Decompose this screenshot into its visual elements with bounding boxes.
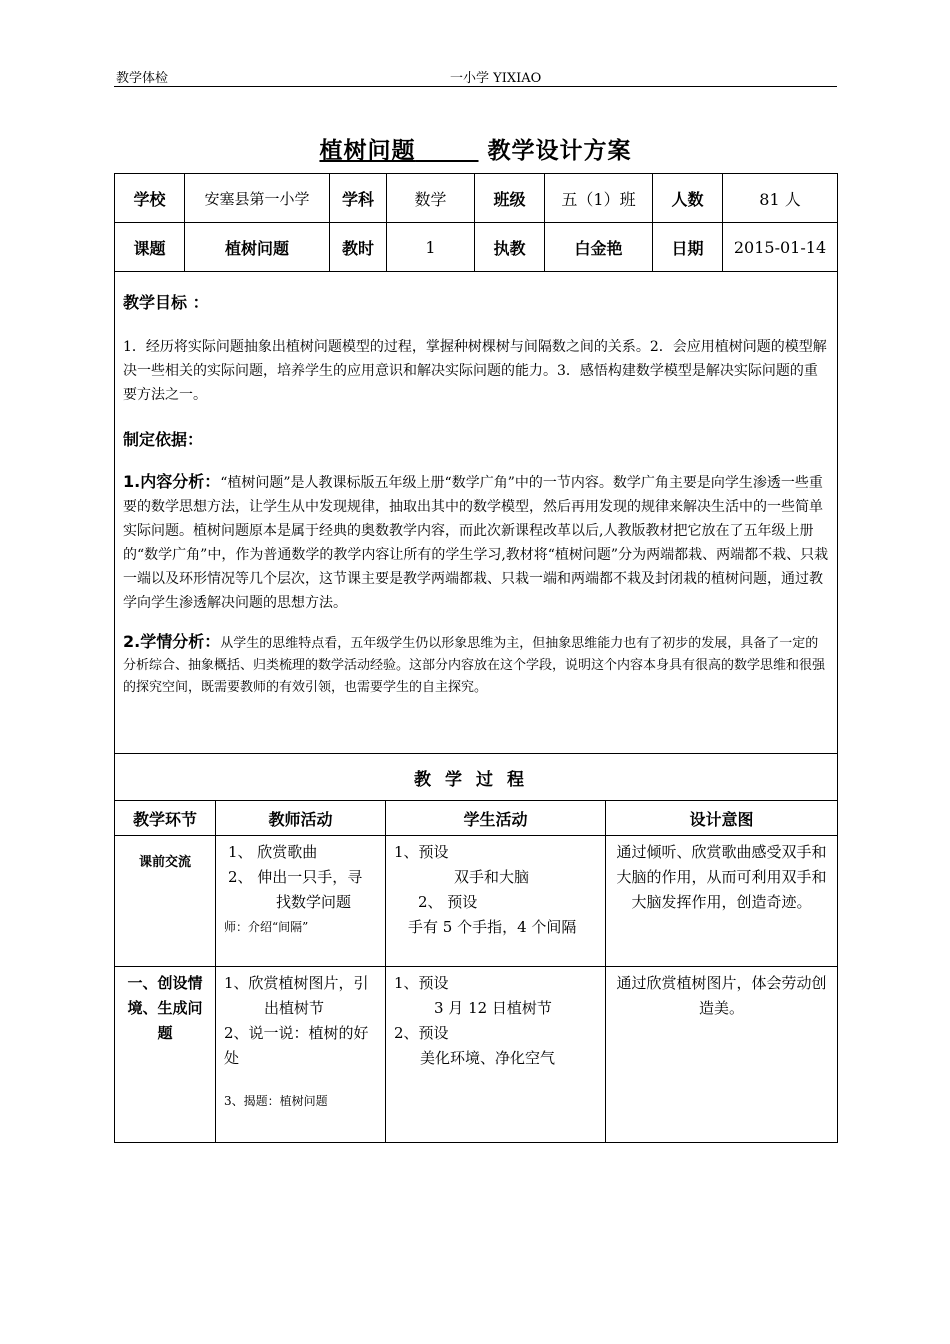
title-topic: 植树问题 [319,138,416,164]
date-label: 日期 [653,223,723,272]
teacher-line: 师：介绍“间隔” [224,920,309,934]
title-suffix: 教学设计方案 [487,138,632,164]
process-row [115,967,838,1143]
teacher-line: 找数学问题 [276,893,352,911]
school-value: 安塞县第一小学 [185,174,330,223]
info-table [114,173,838,272]
count-value: 81 人 [723,174,838,223]
info-row-1 [115,174,838,223]
stage-cell: 课前交流 [115,836,216,967]
teacher-line: 2、说一说：植树的好处 [224,1024,369,1067]
header-center-text: 一小学 YIXIAO [450,71,542,86]
objectives-heading: 教学目标 ： [123,293,209,312]
teacher-activity-cell [216,967,386,1143]
process-columns-row [115,801,838,836]
class-value: 五（1）班 [545,174,653,223]
objectives-row [115,272,838,754]
date-value: 2015-01-14 [723,223,838,272]
teacher-line: 2、 伸出一只手，寻 [228,868,363,886]
title-underline-gap [415,138,478,164]
process-heading: 教学过程 [115,754,838,801]
content-analysis-label: 1.内容分析： [123,472,221,491]
hours-label: 教时 [330,223,387,272]
teacher-line: 出植树节 [264,999,325,1017]
objectives-cell [115,272,838,754]
header-left-text: 教学体检 [116,71,169,86]
student-line: 双手和大脑 [454,868,530,886]
student-line: 3 月 12 日植树节 [434,999,552,1017]
student-activity-cell [386,967,606,1143]
content-analysis [123,470,829,615]
intent-cell: 通过欣赏植树图片，体会劳动创造美。 [606,967,838,1143]
student-line: 2、预设 [394,1024,449,1042]
topic-value: 植树问题 [185,223,330,272]
count-label: 人数 [653,174,723,223]
info-row-2 [115,223,838,272]
page-title [114,132,837,165]
page-header [114,66,837,87]
teacher-label: 执教 [475,223,545,272]
col-stage: 教学环节 [115,801,216,836]
student-line: 2、 预设 [418,893,478,911]
intent-cell: 通过倾听、欣赏歌曲感受双手和大脑的作用，从而可利用双手和大脑发挥作用，创造奇迹。 [606,836,838,967]
class-label: 班级 [475,174,545,223]
student-line: 1、预设 [394,974,449,992]
teacher-line: 1、 欣赏歌曲 [228,843,318,861]
student-line: 美化环境、净化空气 [420,1049,556,1067]
teacher-line: 3、揭题：植树问题 [224,1094,328,1108]
col-student: 学生活动 [386,801,606,836]
plan-table [114,271,838,1143]
school-label: 学校 [115,174,185,223]
basis-heading: 制定依据： [123,430,204,449]
objectives-text: 1．经历将实际问题抽象出植树问题模型的过程，掌握种树棵树与间隔数之间的关系。2．会应用植树问题的模型解决一些相关的实际问题，培养学生的应用意识和解决实际问题的能力。3．感悟构建数学模型是解决实际问题的重要方法之一。 [123,339,827,403]
teacher-value: 白金艳 [545,223,653,272]
teacher-line: 1、欣赏植树图片，引 [224,974,369,992]
learner-analysis-text: 从学生的思维特点看，五年级学生仍以形象思维为主，但抽象思维能力也有了初步的发展，具备了一定的分析综合、抽象概括、归类梳理的数学活动经验。这部分内容放在这个学段，说明这个内容本身具有很高的数学思维和很强的探究空间，既需要教师的有效引领，也需要学生的自主探究。 [123,636,826,695]
col-intent: 设计意图 [606,801,838,836]
content-analysis-text: “植树问题”是人教课标版五年级上册“数学广角”中的一节内容。数学广角主要是向学生渗透一些重要的数学思想方法，让学生从中发现规律，抽取出其中的数学模型，然后再用发现的规律来解决生活中的一些简单实际问题。植树问题原本是属于经典的奥数教学内容，而此次新课程改革以后,人教版教材把它放在了五年级上册的“数学广角”中，作为普通数学的教学内容让所有的学生学习,教材将“植树问题”分为两端都栽、两端都不栽、只栽一端以及环形情况等几个层次，这节课主要是教学两端都栽、只栽一端和两端都不栽及封闭栽的植树问题，通过教学向学生渗透解决问题的思想方法。 [123,475,829,611]
student-line: 1、预设 [394,843,449,861]
student-activity-cell [386,836,606,967]
hours-value: 1 [387,223,475,272]
process-row [115,836,838,967]
student-line: 手有 5 个手指，4 个间隔 [408,918,577,936]
learner-analysis-label: 2.学情分析： [123,632,221,651]
col-teacher: 教师活动 [216,801,386,836]
learner-analysis [123,631,829,699]
subject-value: 数学 [387,174,475,223]
stage-cell: 一、创设情境、生成问题 [115,967,216,1143]
topic-label: 课题 [115,223,185,272]
subject-label: 学科 [330,174,387,223]
process-heading-row [115,754,838,801]
teacher-activity-cell [216,836,386,967]
